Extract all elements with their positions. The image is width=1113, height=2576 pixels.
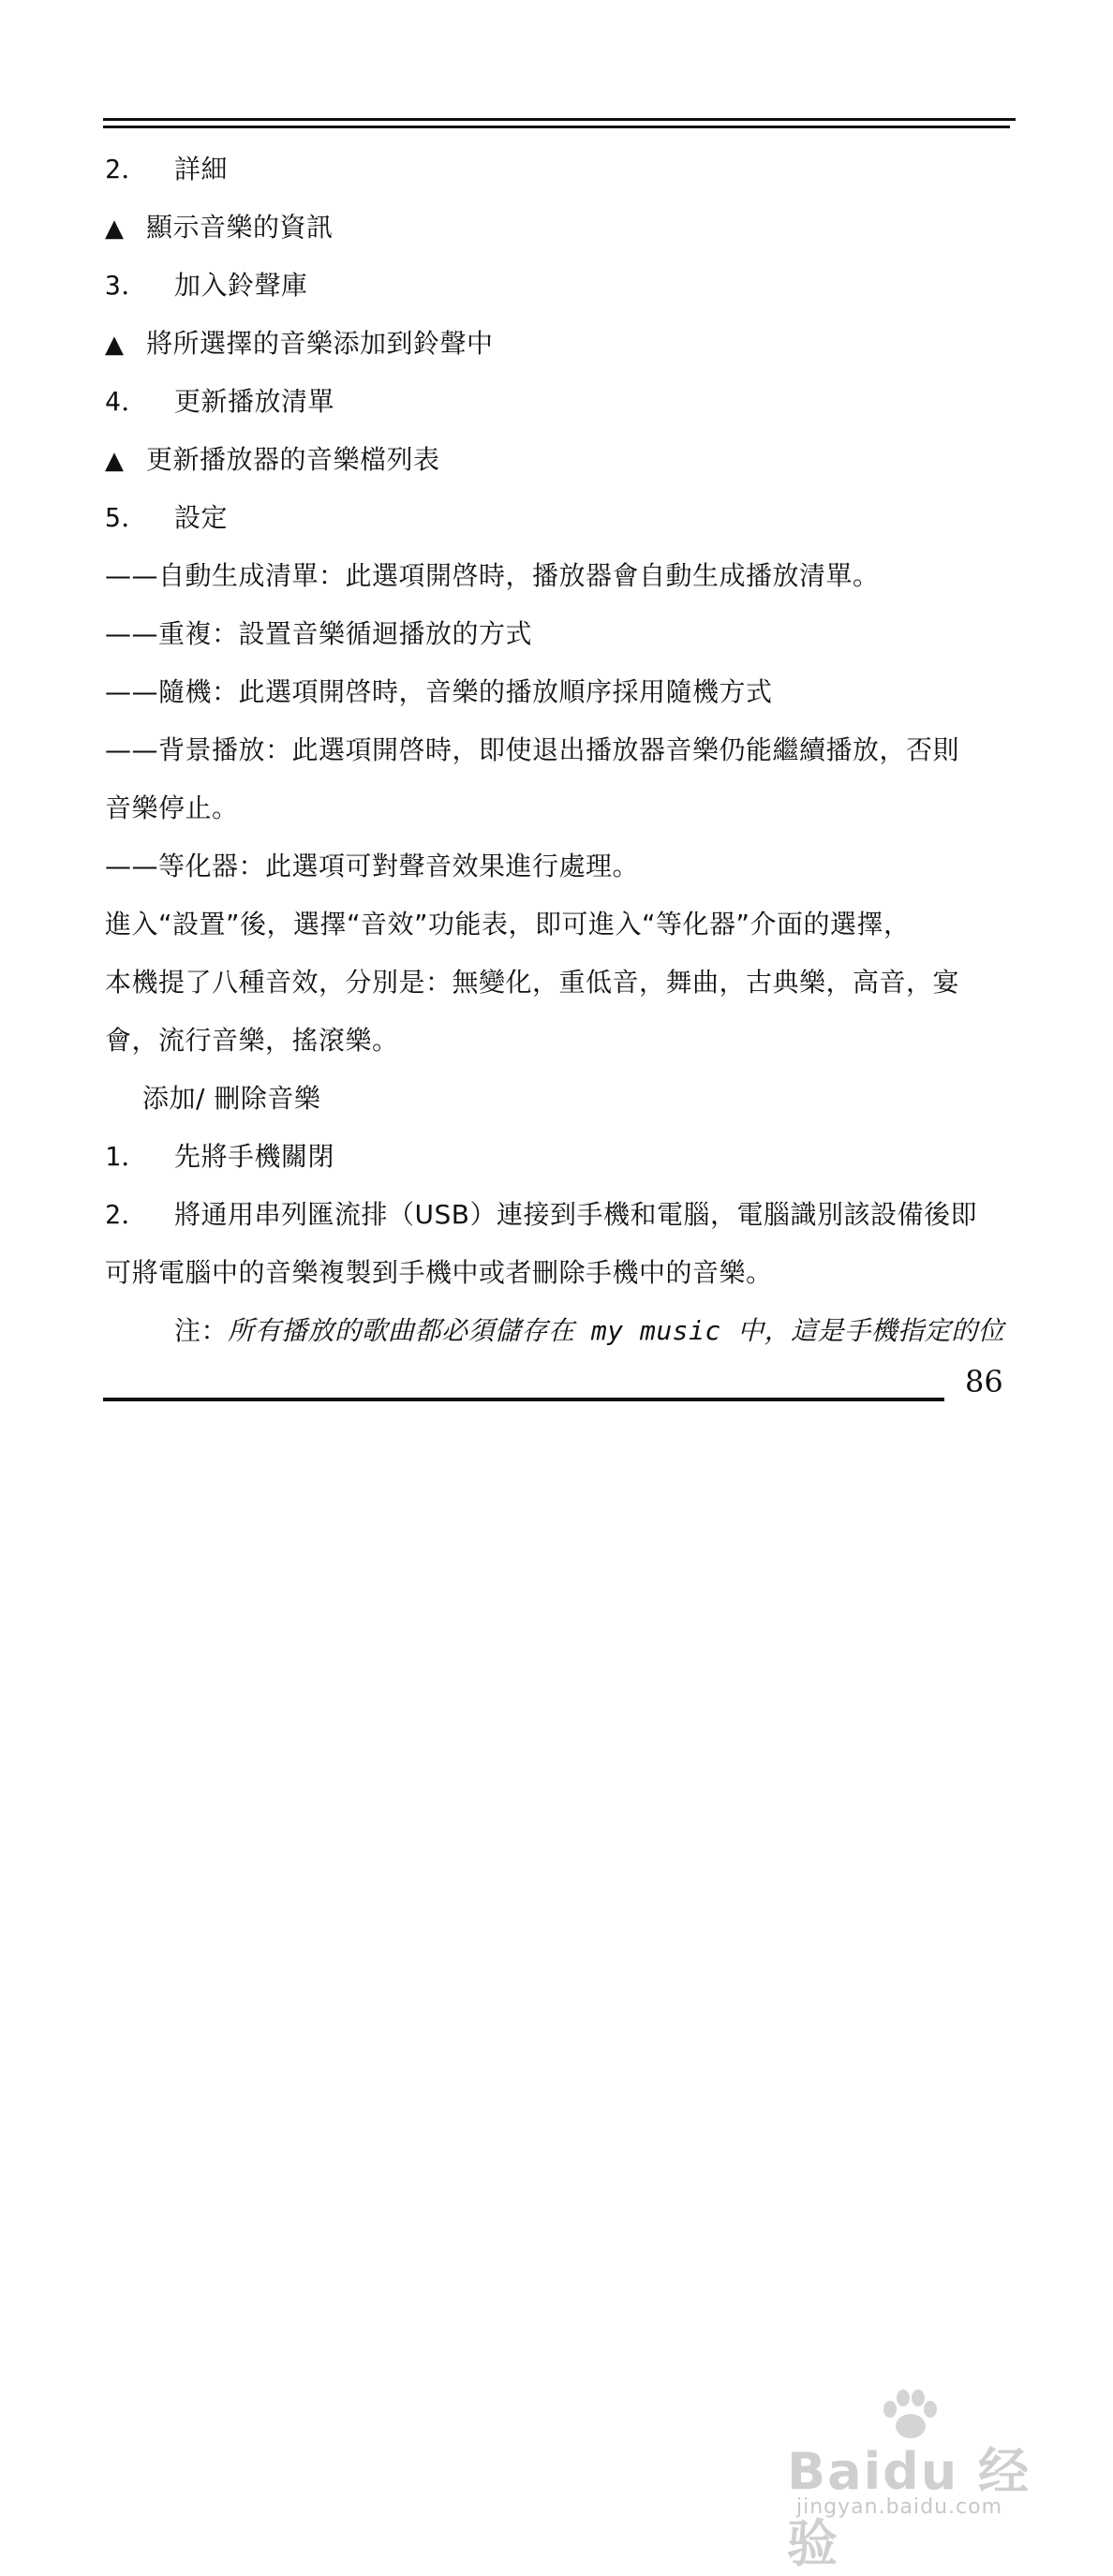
item-number: 2． (105, 1199, 148, 1230)
line-3 (105, 257, 1012, 315)
bullet-text: 顯示音樂的資訊 (146, 212, 334, 243)
page-content (105, 141, 1012, 1360)
watermark-url: jingyan.baidu.com (796, 2495, 1003, 2519)
line-11: ——背景播放：此選項開啓時，即使退出播放器音樂仍能繼續播放，否則 (105, 734, 960, 765)
item-text: 設定 (174, 502, 229, 533)
bullet-text: 更新播放器的音樂檔列表 (146, 444, 440, 475)
item-number: 2． (105, 154, 148, 185)
line-2 (105, 199, 1012, 257)
watermark-logo: Baidu 经验 (787, 2442, 1031, 2573)
item-number: 4． (105, 386, 148, 417)
line-10: ——隨機：此選項開啓時，音樂的播放順序採用隨機方式 (105, 676, 773, 707)
section-heading: 添加/ 刪除音樂 (142, 1083, 321, 1114)
triangle-bullet-icon: ▲ (105, 447, 125, 475)
triangle-bullet-icon: ▲ (105, 215, 125, 243)
note-folder-name: my music (574, 1315, 738, 1346)
bullet-text: 將所選擇的音樂添加到鈴聲中 (146, 328, 494, 359)
item-text: 將通用串列匯流排（USB）連接到手機和電腦，電腦識別該設備後即 (174, 1199, 977, 1230)
line-16: 會，流行音樂，搖滾樂。 (105, 1025, 399, 1056)
line-15: 本機提了八種音效，分別是：無變化，重低音，舞曲，古典樂，高音，宴 (105, 967, 960, 998)
note-line (105, 1302, 1012, 1360)
item-text: 加入鈴聲庫 (174, 270, 308, 301)
item-text: 更新播放清單 (174, 386, 335, 417)
note-prefix: 注： (174, 1315, 229, 1346)
line-1 (105, 141, 1012, 199)
line-18 (105, 1128, 1012, 1186)
line-12: 音樂停止。 (105, 792, 239, 823)
triangle-bullet-icon: ▲ (105, 331, 125, 359)
footer-rule (103, 1398, 944, 1401)
item-number: 5． (105, 502, 148, 533)
item-number: 3． (105, 270, 148, 301)
line-8: ——自動生成清單：此選項開啓時，播放器會自動生成播放清單。 (105, 560, 880, 591)
header-rule (103, 118, 1016, 121)
note-text-after: 中，這是手機指定的位 (737, 1315, 1005, 1346)
line-4 (105, 315, 1012, 373)
page-number: 86 (965, 1364, 1003, 1399)
line-7 (105, 489, 1012, 547)
header-rule-thin (103, 126, 1010, 128)
line-13: ——等化器：此選項可對聲音效果進行處理。 (105, 851, 640, 881)
baidu-watermark (787, 2387, 1068, 2573)
item-text: 先將手機關閉 (174, 1141, 335, 1172)
line-14: 進入“設置”後，選擇“音效”功能表，即可進入“等化器”介面的選擇， (105, 909, 911, 940)
item-number: 1． (105, 1141, 148, 1172)
line-6 (105, 431, 1012, 489)
line-19 (105, 1186, 1012, 1244)
line-9: ——重複：設置音樂循迴播放的方式 (105, 618, 533, 649)
line-5 (105, 373, 1012, 431)
note-text-before: 所有播放的歌曲都必須儲存在 (228, 1315, 575, 1346)
item-text: 詳細 (174, 154, 229, 185)
line-20: 可將電腦中的音樂複製到手機中或者刪除手機中的音樂。 (105, 1257, 773, 1288)
